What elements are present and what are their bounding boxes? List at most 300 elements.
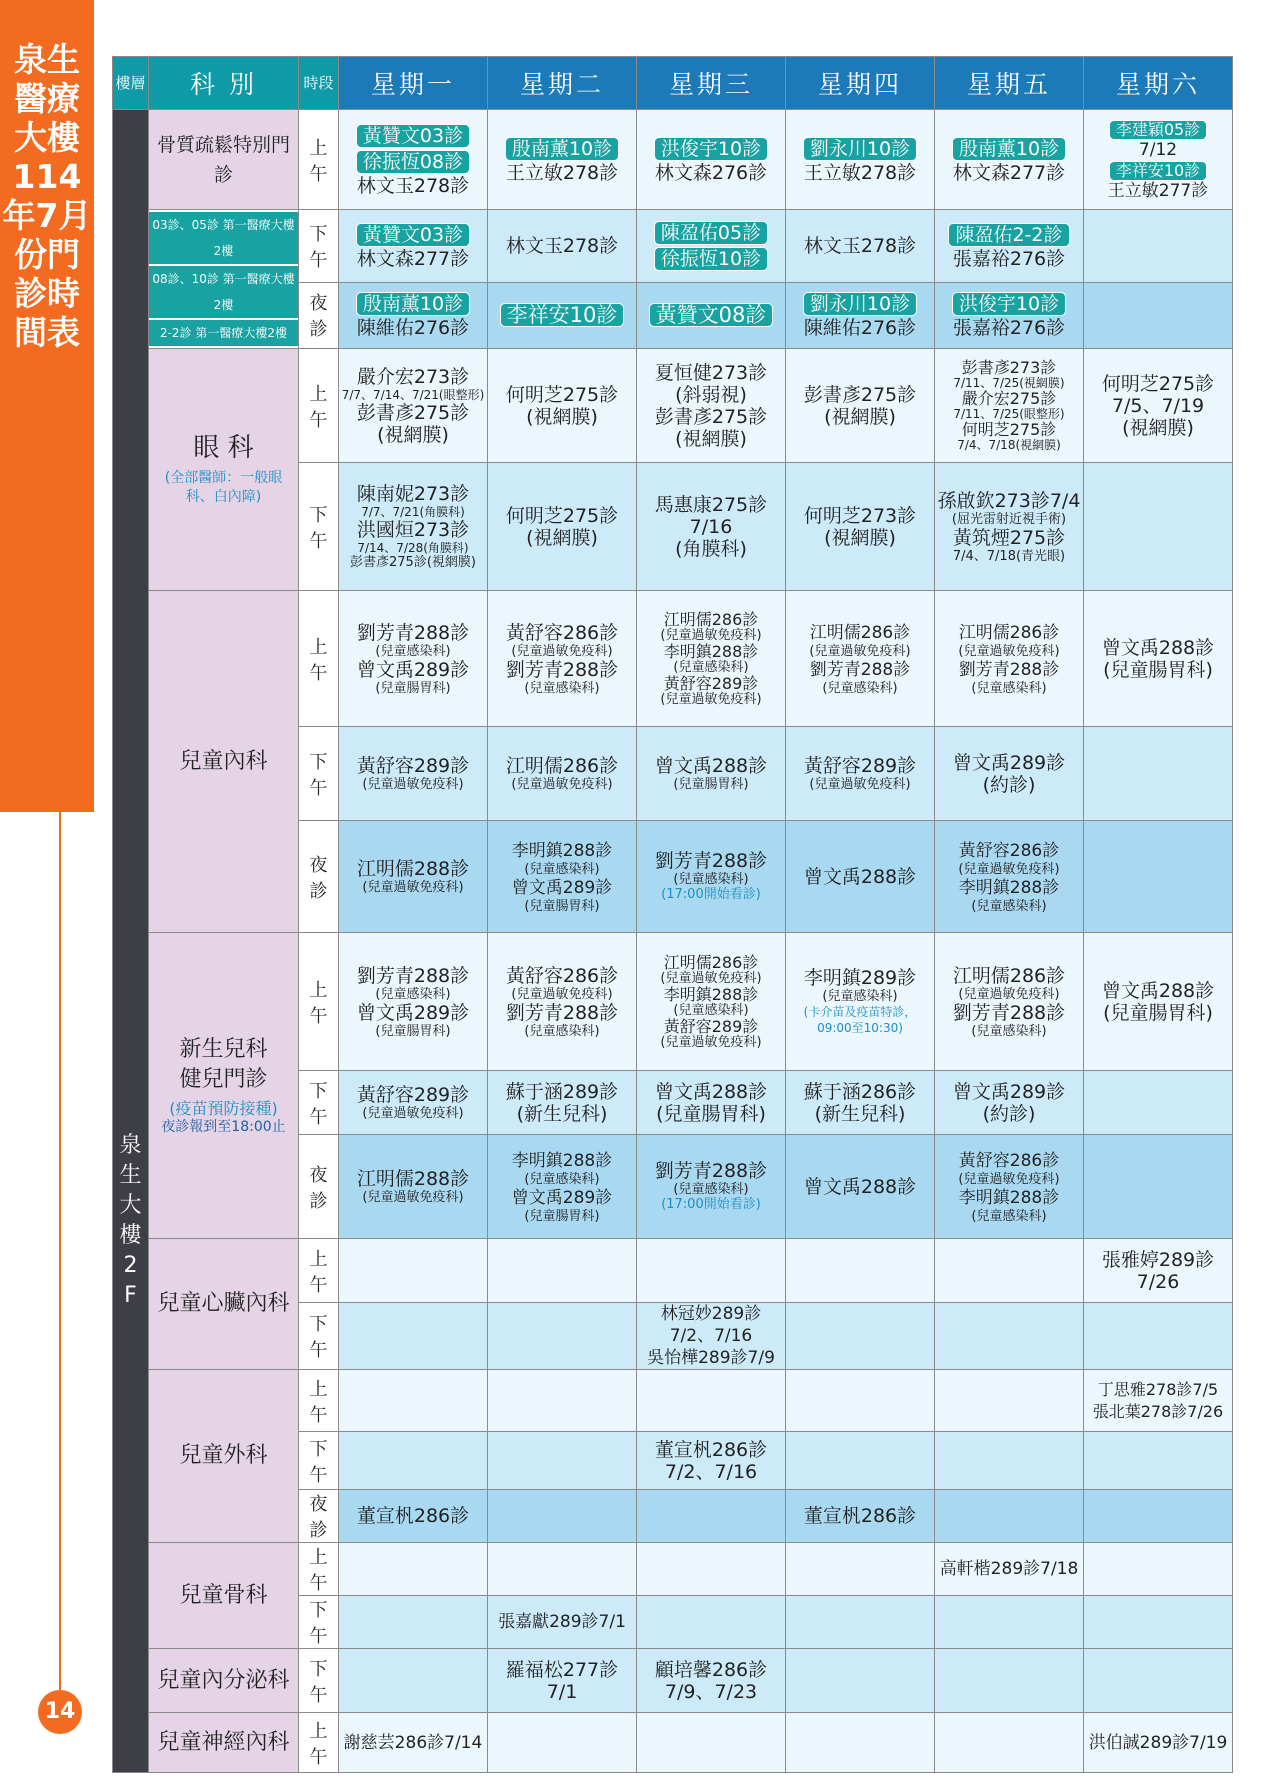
slot-label: 下午 <box>299 1071 339 1135</box>
date: 7/2、7/16 <box>664 1460 758 1483</box>
specialty: (兒童腸胃科) <box>673 777 749 792</box>
note: 7/14、7/28(角膜科) <box>357 541 469 555</box>
specialty: (兒童感染科) <box>673 872 749 887</box>
schedule-cell <box>935 821 1084 933</box>
floor-text: 泉生大樓2F <box>119 1133 142 1308</box>
dept-eye <box>149 349 299 591</box>
doctor: 江明儒286診 <box>952 964 1066 987</box>
specialty: (兒童過敏免疫科) <box>958 986 1060 1002</box>
slot-label: 上午 <box>299 349 339 463</box>
specialty: (兒童過敏免疫科) <box>362 1106 464 1121</box>
specialty: (視網膜) <box>526 526 598 549</box>
doctor: 黃舒容286診 <box>505 621 619 644</box>
specialty: (兒童腸胃科) <box>1103 658 1213 681</box>
schedule-cell <box>637 933 786 1071</box>
slot-label: 夜診 <box>299 1490 339 1543</box>
schedule-cell <box>488 1713 637 1773</box>
doctor: 林文森277診 <box>952 161 1066 184</box>
doctor: 蘇于涵286診 <box>803 1080 917 1103</box>
sidebar-title: 泉生醫療大樓 114年7月份門診時間表 <box>2 40 92 352</box>
specialty: (兒童過敏免疫科) <box>362 777 464 792</box>
schedule-cell <box>1084 1303 1233 1370</box>
doctor-tag: 劉永川10診 <box>803 137 917 161</box>
specialty: (兒童感染科) <box>375 986 451 1002</box>
schedule-cell <box>935 110 1084 210</box>
doctor: 何明芝273診 <box>803 504 917 527</box>
schedule-cell <box>786 933 935 1071</box>
doctor: 王立敏278診 <box>803 161 917 184</box>
schedule-cell <box>488 1135 637 1239</box>
schedule-cell <box>786 349 935 463</box>
header-dept: 科 別 <box>149 57 299 110</box>
doctor: 顧培馨286診 <box>654 1658 768 1681</box>
specialty: (兒童過敏免疫科) <box>511 986 613 1002</box>
doctor: 林文森276診 <box>654 161 768 184</box>
schedule-cell <box>786 1596 935 1649</box>
schedule-cell <box>1084 349 1233 463</box>
schedule-cell <box>339 727 488 821</box>
doctor: 李明鎮288診 <box>511 1150 613 1171</box>
schedule-cell <box>786 591 935 727</box>
specialty: (兒童過敏免疫科) <box>511 643 613 659</box>
slot-label: 下午 <box>299 1649 339 1713</box>
doctor-tag: 黃贊文03診 <box>356 124 470 148</box>
doctor: 曾文禹289診 <box>952 1080 1066 1103</box>
specialty: (兒童腸胃科) <box>375 1023 451 1039</box>
doctor: 嚴介宏275診 <box>961 389 1057 408</box>
schedule-cell <box>935 1596 1084 1649</box>
doctor: 林文玉278診 <box>356 174 470 197</box>
date: 7/9、7/23 <box>664 1680 758 1703</box>
slot-label: 下午 <box>299 1596 339 1649</box>
specialty: (兒童過敏免疫科) <box>809 643 911 659</box>
schedule-cell <box>1084 1490 1233 1543</box>
schedule-cell <box>935 349 1084 463</box>
schedule-cell <box>1084 933 1233 1071</box>
specialty: (視網膜) <box>824 405 896 428</box>
date: 7/5、7/19 <box>1111 394 1205 417</box>
schedule-cell <box>488 349 637 463</box>
doctor: 劉芳青288診 <box>952 1001 1066 1024</box>
note: 7/7、7/14、7/21(眼整形) <box>341 387 485 402</box>
schedule-cell <box>1084 727 1233 821</box>
schedule-cell <box>339 1370 488 1432</box>
doctor: 劉芳青288診 <box>505 658 619 681</box>
doctor: 彭書彥275診(視網膜) <box>350 555 476 570</box>
schedule-cell: 曾文禹288診 <box>786 1135 935 1239</box>
dept-name: 新生兒科 <box>179 1036 268 1062</box>
schedule-cell <box>637 282 786 348</box>
date: 7/12 <box>1138 139 1178 160</box>
schedule-cell <box>1084 1135 1233 1239</box>
doctor: 曾文禹289診 <box>952 751 1066 774</box>
specialty: (兒童過敏免疫科) <box>660 970 762 986</box>
schedule-cell <box>488 1432 637 1490</box>
specialty: (兒童過敏免疫科) <box>660 1034 762 1050</box>
doctor: 江明儒286診 <box>958 622 1060 643</box>
doctor-tag: 黃贊文03診 <box>356 223 470 247</box>
slot-label: 夜診 <box>299 821 339 933</box>
osteo-locations <box>149 210 299 349</box>
doctor: 曾文禹288診 <box>654 1080 768 1103</box>
note: 7/11、7/25(視網膜) <box>953 376 1065 390</box>
schedule-cell <box>935 727 1084 821</box>
specialty: (視網膜) <box>824 526 896 549</box>
schedule-cell <box>1084 1649 1233 1713</box>
schedule-cell <box>339 463 488 591</box>
specialty: (兒童腸胃科) <box>524 1208 600 1224</box>
schedule-cell <box>339 1432 488 1490</box>
schedule-cell <box>488 1071 637 1135</box>
schedule-cell <box>935 463 1084 591</box>
specialty: (兒童過敏免疫科) <box>958 1171 1060 1187</box>
schedule-cell <box>935 1370 1084 1432</box>
schedule-cell <box>637 821 786 933</box>
specialty: (兒童過敏免疫科) <box>362 880 464 895</box>
doctor: 曾文禹289診 <box>511 877 613 898</box>
schedule-cell: 林文玉278診 <box>786 210 935 283</box>
schedule-cell <box>786 1649 935 1713</box>
doctor: 劉芳青288診 <box>654 1160 768 1182</box>
doctor: 劉芳青288診 <box>654 850 768 872</box>
specialty: (兒童腸胃科) <box>1103 1001 1213 1024</box>
schedule-cell <box>637 1432 786 1490</box>
schedule-cell <box>637 1370 786 1432</box>
dept-newborn <box>149 933 299 1239</box>
specialty: (斜弱視) <box>675 383 747 406</box>
floor-label <box>113 110 149 1773</box>
schedule-cell <box>488 1239 637 1303</box>
specialty: (約診) <box>982 773 1036 796</box>
doctor: 曾文禹289診 <box>356 1001 470 1024</box>
schedule-cell <box>339 933 488 1071</box>
page-number: 14 <box>38 1690 82 1734</box>
location-label: 2-2診 第一醫療大樓2樓 <box>149 320 298 346</box>
schedule-cell <box>786 282 935 348</box>
header-day: 星期五 <box>935 57 1084 110</box>
doctor: 曾文禹288診 <box>1101 636 1215 659</box>
schedule-cell <box>339 1303 488 1370</box>
schedule-cell <box>339 1649 488 1713</box>
doctor: 孫啟欽273診7/4 <box>937 489 1081 512</box>
specialty: (兒童感染科) <box>673 659 749 675</box>
doctor: 黃舒容289診 <box>356 755 470 777</box>
doctor: 李明鎮288診 <box>958 877 1060 898</box>
schedule-cell <box>1084 282 1233 348</box>
doctor: 陳南妮273診 <box>356 483 470 505</box>
doctor: 夏恒健273診 <box>654 361 768 384</box>
schedule-cell <box>637 591 786 727</box>
schedule-cell <box>488 1303 637 1370</box>
specialty: (兒童感染科) <box>971 898 1047 914</box>
specialty: (兒童過敏免疫科) <box>958 643 1060 659</box>
specialty: (視網膜) <box>377 423 449 446</box>
slot-label: 下午 <box>299 210 339 283</box>
doctor: 董宣杋286診 <box>654 1438 768 1461</box>
doctor: 彭書彥275診 <box>803 383 917 406</box>
date: 7/26 <box>1136 1270 1180 1293</box>
note: 7/4、7/18(視網膜) <box>957 438 1061 452</box>
schedule-table <box>112 56 1233 1773</box>
schedule-cell <box>935 933 1084 1071</box>
doctor: 彭書彥275診 <box>654 405 768 428</box>
schedule-cell <box>935 210 1084 283</box>
specialty: (兒童感染科) <box>822 680 898 696</box>
schedule-cell: 高軒楷289診7/18 <box>935 1543 1084 1596</box>
doctor: 李明鎮288診 <box>511 840 613 861</box>
schedule-cell <box>339 1135 488 1239</box>
doctor: 丁思雅278診7/5 <box>1097 1379 1219 1399</box>
schedule-cell <box>488 1543 637 1596</box>
doctor: 劉芳青288診 <box>809 659 911 680</box>
doctor: 陳維佑276診 <box>356 317 470 340</box>
schedule-cell <box>637 1713 786 1773</box>
doctor: 曾文禹289診 <box>356 658 470 681</box>
specialty: (兒童感染科) <box>971 1208 1047 1224</box>
schedule-cell <box>637 349 786 463</box>
doctor-tag: 殷南薰10診 <box>356 292 470 316</box>
doctor: 張雅婷289診 <box>1101 1248 1215 1271</box>
schedule-cell <box>637 1596 786 1649</box>
schedule-cell <box>637 1071 786 1135</box>
doctor: 王立敏277診 <box>1107 180 1209 201</box>
doctor-tag: 洪俊宇10診 <box>952 292 1066 316</box>
doctor: 李明鎮289診 <box>803 967 917 989</box>
doctor: 李明鎮288診 <box>958 1187 1060 1208</box>
doctor-tag: 劉永川10診 <box>803 292 917 316</box>
specialty: (兒童感染科) <box>673 1002 749 1018</box>
doctor: 李明鎮288診 <box>663 984 759 1004</box>
schedule-cell <box>488 821 637 933</box>
doctor-tag: 陳盈佑05診 <box>654 221 768 245</box>
doctor: 林文森277診 <box>356 247 470 270</box>
schedule-cell <box>637 1490 786 1543</box>
schedule-cell <box>935 1490 1084 1543</box>
slot-label: 上午 <box>299 1543 339 1596</box>
sidebar-banner <box>0 0 94 812</box>
doctor: 黃舒容289診 <box>663 673 759 693</box>
specialty: (兒童過敏免疫科) <box>660 691 762 707</box>
doctor: 江明儒288診 <box>356 858 470 880</box>
schedule-cell <box>935 1135 1084 1239</box>
dept-name: 健兒門診 <box>179 1066 268 1092</box>
specialty: (角膜科) <box>675 537 747 560</box>
doctor: 黃舒容289診 <box>356 1084 470 1106</box>
doctor-tag: 黃贊文08診 <box>649 303 774 327</box>
schedule-cell <box>786 1713 935 1773</box>
specialty: (新生兒科) <box>516 1102 608 1125</box>
schedule-cell <box>786 1303 935 1370</box>
note: 7/7、7/21(角膜科) <box>361 505 465 519</box>
date: 7/16 <box>689 515 733 538</box>
note: (屈光雷射近視手術) <box>951 511 1067 527</box>
slot-label: 夜診 <box>299 282 339 348</box>
specialty: (兒童感染科) <box>971 680 1047 696</box>
doctor: 江明儒286診 <box>663 952 759 972</box>
slot-label: 上午 <box>299 591 339 727</box>
specialty: (視網膜) <box>1122 416 1194 439</box>
doctor: 羅福松277診 <box>505 1658 619 1681</box>
header-floor: 樓層 <box>113 57 149 110</box>
dept-cardio: 兒童心臟內科 <box>149 1239 299 1370</box>
schedule-cell <box>1084 1370 1233 1432</box>
doctor: 嚴介宏273診 <box>356 365 470 388</box>
schedule-cell: 謝慈芸286診7/14 <box>339 1713 488 1773</box>
schedule-cell <box>786 727 935 821</box>
doctor: 黃舒容286診 <box>505 964 619 987</box>
doctor: 黃舒容289診 <box>663 1016 759 1036</box>
doctor: 彭書彥275診 <box>356 401 470 424</box>
schedule-cell <box>786 1543 935 1596</box>
schedule-cell <box>488 110 637 210</box>
doctor: 李明鎮288診 <box>663 641 759 661</box>
header-day: 星期六 <box>1084 57 1233 110</box>
schedule-cell <box>935 591 1084 727</box>
doctor: 張嘉裕276診 <box>952 247 1066 270</box>
doctor: 江明儒286診 <box>505 755 619 777</box>
header-day: 星期三 <box>637 57 786 110</box>
doctor: 曾文禹288診 <box>654 755 768 777</box>
doctor: 何明芝275診 <box>505 383 619 406</box>
schedule-cell <box>488 933 637 1071</box>
doctor-tag: 徐振恆08診 <box>356 150 470 174</box>
date: 7/1 <box>546 1680 578 1703</box>
note: (卡介苗及疫苗特診， <box>803 1005 917 1019</box>
schedule-cell <box>935 282 1084 348</box>
doctor: 劉芳青288診 <box>356 621 470 644</box>
doctor: 黃舒容286診 <box>958 1150 1060 1171</box>
doctor: 江明儒286診 <box>663 609 759 629</box>
schedule-cell <box>786 1432 935 1490</box>
dept-note: (全部醫師：一般眼科、白內障) <box>164 469 283 505</box>
slot-label: 上午 <box>299 110 339 210</box>
specialty: (兒童過敏免疫科) <box>362 1190 464 1205</box>
schedule-cell <box>339 1239 488 1303</box>
doctor-tag: 陳盈佑2-2診 <box>948 223 1069 247</box>
doctor: 王立敏278診 <box>505 161 619 184</box>
dept-surgery: 兒童外科 <box>149 1370 299 1543</box>
specialty: (兒童腸胃科) <box>375 680 451 696</box>
dept-name: 骨質疏鬆特別門診 <box>156 133 290 186</box>
doctor: 張北葉278診7/26 <box>1092 1401 1224 1421</box>
schedule-cell <box>935 1649 1084 1713</box>
dept-ortho: 兒童骨科 <box>149 1543 299 1649</box>
doctor: 曾文禹288診 <box>1101 979 1215 1002</box>
dept-name: 眼 科 <box>193 432 254 463</box>
sidebar-line <box>59 812 61 1690</box>
specialty: (視網膜) <box>675 427 747 450</box>
dept-note: 夜診報到至18:00止 <box>161 1118 286 1135</box>
schedule-cell <box>637 1239 786 1303</box>
schedule-cell <box>786 110 935 210</box>
specialty: (兒童腸胃科) <box>656 1102 766 1125</box>
schedule-cell <box>1084 1596 1233 1649</box>
doctor-tag: 殷南薰10診 <box>952 137 1066 161</box>
doctor: 劉芳青288診 <box>356 964 470 987</box>
note: (17:00開始看診) <box>661 887 761 902</box>
header-day: 星期四 <box>786 57 935 110</box>
schedule-cell <box>488 463 637 591</box>
schedule-cell: 董宣杋286診 <box>339 1490 488 1543</box>
doctor: 蘇于涵289診 <box>505 1080 619 1103</box>
specialty: (兒童感染科) <box>524 861 600 877</box>
doctor: 江明儒286診 <box>809 622 911 643</box>
doctor: 黃舒容289診 <box>803 755 917 777</box>
schedule-cell <box>637 1543 786 1596</box>
doctor: 洪國烜273診 <box>356 519 470 541</box>
header-day: 星期二 <box>488 57 637 110</box>
slot-label: 上午 <box>299 933 339 1071</box>
schedule-cell <box>339 282 488 348</box>
schedule-cell <box>637 1303 786 1370</box>
doctor-tag: 洪俊宇10診 <box>654 137 768 161</box>
dept-neuro: 兒童神經內科 <box>149 1713 299 1773</box>
schedule-cell <box>935 1303 1084 1370</box>
doctor-tag: 徐振恆10診 <box>654 247 768 271</box>
schedule-cell <box>1084 463 1233 591</box>
doctor-tag: 殷南薰10診 <box>505 137 619 161</box>
schedule-cell <box>1084 591 1233 727</box>
schedule-cell <box>637 1649 786 1713</box>
schedule-cell <box>339 1596 488 1649</box>
schedule-cell <box>488 1649 637 1713</box>
schedule-cell: 林文玉278診 <box>488 210 637 283</box>
specialty: (兒童感染科) <box>822 989 898 1004</box>
schedule-cell <box>339 591 488 727</box>
doctor: 何明芝275診 <box>961 420 1057 439</box>
doctor: 何明芝275診 <box>505 504 619 527</box>
schedule-cell <box>637 210 786 283</box>
schedule-cell <box>1084 1543 1233 1596</box>
schedule-cell <box>1084 1239 1233 1303</box>
schedule-cell <box>488 1490 637 1543</box>
specialty: (兒童感染科) <box>375 643 451 659</box>
doctor: 陳維佑276診 <box>803 317 917 340</box>
schedule-cell <box>339 1071 488 1135</box>
doctor: 馬惠康275診 <box>654 493 768 516</box>
location-label: 03診、05診 第一醫療大樓2樓 <box>149 212 298 264</box>
schedule-cell <box>935 1713 1084 1773</box>
slot-label: 上午 <box>299 1370 339 1432</box>
specialty: (兒童過敏免疫科) <box>958 861 1060 877</box>
schedule-cell <box>339 110 488 210</box>
dept-osteo <box>149 110 299 210</box>
doctor: 劉芳青288診 <box>505 1001 619 1024</box>
specialty: (兒童感染科) <box>673 1182 749 1197</box>
schedule-cell <box>935 1239 1084 1303</box>
doctor: 黃舒容286診 <box>958 840 1060 861</box>
specialty: (兒童過敏免疫科) <box>809 777 911 792</box>
specialty: (兒童過敏免疫科) <box>660 627 762 643</box>
schedule-cell <box>1084 1071 1233 1135</box>
doctor: 江明儒288診 <box>356 1168 470 1190</box>
schedule-cell <box>935 1432 1084 1490</box>
specialty: (視網膜) <box>526 405 598 428</box>
slot-label: 下午 <box>299 463 339 591</box>
doctor: 吳怡樺289診7/9 <box>647 1348 775 1368</box>
header-day: 星期一 <box>339 57 488 110</box>
schedule-cell <box>637 463 786 591</box>
schedule-cell <box>786 463 935 591</box>
schedule-cell <box>339 349 488 463</box>
schedule-cell <box>786 1071 935 1135</box>
slot-label: 上午 <box>299 1713 339 1773</box>
header-slot: 時段 <box>299 57 339 110</box>
specialty: (兒童感染科) <box>524 1023 600 1039</box>
note: (17:00開始看診) <box>661 1197 761 1212</box>
schedule-cell <box>786 1370 935 1432</box>
schedule-cell: 董宣杋286診 <box>786 1490 935 1543</box>
